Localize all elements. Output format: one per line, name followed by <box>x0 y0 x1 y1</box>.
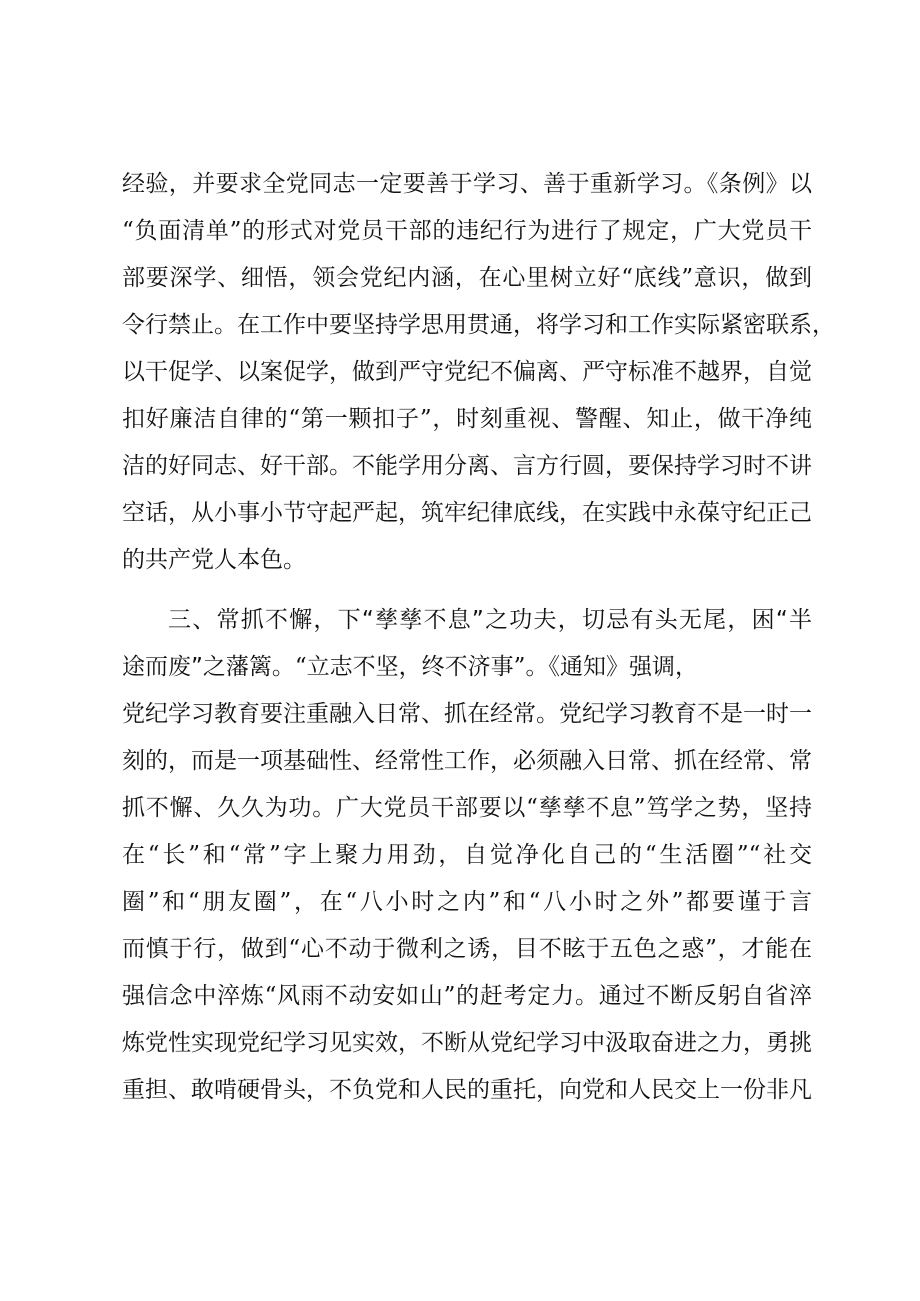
paragraph-line: 在“长”和“常”字上聚力用劲，自觉净化自己的“生活圈”“社交 <box>122 842 812 868</box>
section-heading: 三、常抓不懈，下“孳孳不息”之功夫，切忌有头无尾，困“半 <box>168 607 812 633</box>
paragraph-line: 党纪学习教育要注重融入日常、抓在经常。党纪学习教育不是一时一 <box>122 701 812 727</box>
paragraph-line: 部要深学、细悟，领会党纪内涵，在心里树立好“底线”意识，做到 <box>122 265 812 291</box>
paragraph-line: 重担、敢啃硬骨头，不负党和人民的重托，向党和人民交上一份非凡 <box>122 1077 812 1103</box>
quote-text: “立志不坚，终不济事”。《通知》强调， <box>294 654 698 680</box>
paragraph-line: “负面清单”的形式对党员干部的违纪行为进行了规定，广大党员干 <box>122 218 812 244</box>
paragraph-line: 炼党性实现党纪学习见实效，不断从党纪学习中汲取奋进之力，勇挑 <box>122 1030 812 1056</box>
paragraph-line: 而慎于行，做到“心不动于微利之诱，目不眩于五色之惑”，才能在 <box>122 936 812 962</box>
paragraph-line: 空话，从小事小节守起严起，筑牢纪律底线，在实践中永葆守纪正己 <box>122 500 812 526</box>
paragraph-line: 的共产党人本色。 <box>122 547 306 573</box>
paragraph-line: 圈”和“朋友圈”，在“八小时之内”和“八小时之外”都要谨于言 <box>122 889 812 915</box>
paragraph-line: 洁的好同志、好干部。不能学用分离、言方行圆，要保持学习时不讲 <box>122 453 812 479</box>
paragraph-line: 强信念中淬炼“风雨不动安如山”的赶考定力。通过不断反躬自省淬 <box>122 983 812 1009</box>
section-heading-end: 途而废”之藩篱。 <box>122 654 295 680</box>
section-heading-continuation <box>122 651 812 683</box>
paragraph-line: 扣好廉洁自律的“第一颗扣子”，时刻重视、警醒、知止，做干净纯 <box>122 406 812 432</box>
paragraph-line: 令行禁止。在工作中要坚持学思用贯通，将学习和工作实际紧密联系， <box>122 312 835 338</box>
paragraph-line: 刻的，而是一项基础性、经常性工作，必须融入日常、抓在经常、常 <box>122 748 812 774</box>
paragraph-line: 经验，并要求全党同志一定要善于学习、善于重新学习。《条例》以 <box>122 171 812 197</box>
paragraph-line: 以干促学、以案促学，做到严守党纪不偏离、严守标准不越界，自觉 <box>122 359 812 385</box>
paragraph-line: 抓不懈、久久为功。广大党员干部要以“孳孳不息”笃学之势，坚持 <box>122 795 812 821</box>
